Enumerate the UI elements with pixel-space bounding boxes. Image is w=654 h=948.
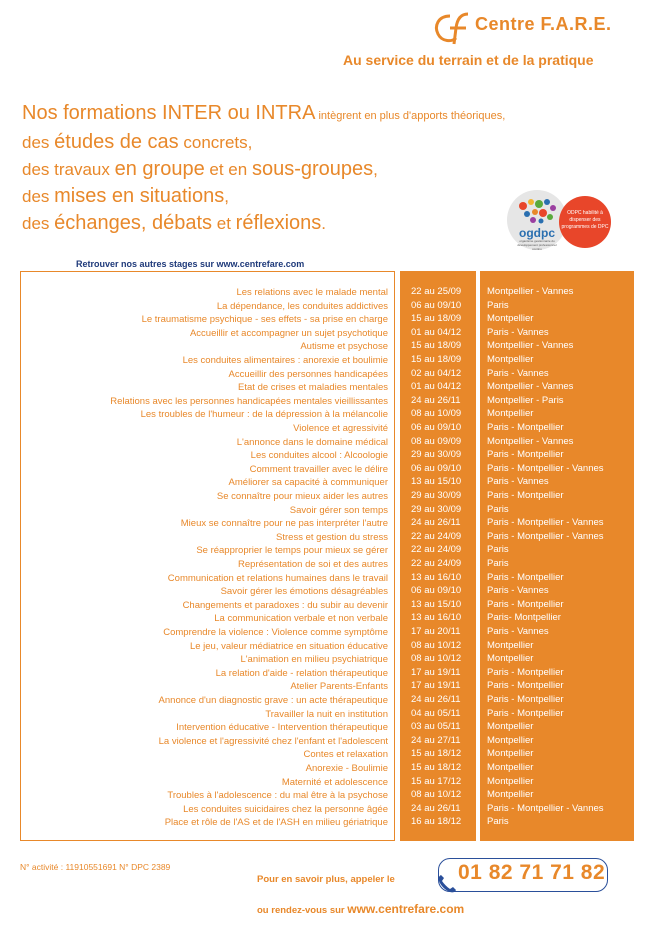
course-dates: 29 au 30/09 — [411, 490, 462, 501]
course-place: Montpellier — [487, 775, 534, 787]
course-title: Contes et relaxation — [303, 749, 388, 761]
course-dates: 08 au 09/09 — [411, 435, 462, 447]
phone-icon — [435, 872, 459, 896]
course-dates: 24 au 27/11 — [411, 734, 461, 746]
course-place: Paris - Vannes — [487, 585, 549, 597]
course-title: Se réapproprier le temps pour mieux se gérer — [196, 545, 388, 557]
course-title: Les relations avec le malade mental — [236, 287, 388, 298]
places-panel — [480, 271, 634, 841]
course-dates: 24 au 26/11 — [411, 802, 461, 814]
course-place: Paris - Vannes — [487, 626, 549, 637]
course-dates: 24 au 26/11 — [411, 394, 461, 406]
course-dates: 24 au 26/11 — [411, 694, 461, 705]
course-title: Les conduites alcool : Alcoologie — [250, 450, 388, 462]
ogdpc-name: ogdpc — [519, 226, 555, 240]
activity-number: N° activité : 11910551691 N° DPC 2389 — [20, 862, 171, 872]
course-title: Maternité et adolescence — [281, 776, 388, 788]
intro-l5-e: . — [321, 214, 327, 233]
intro-l5-b: échanges, débats — [54, 212, 213, 234]
course-title: Accueillir des personnes handicapées — [228, 368, 388, 380]
course-place: Paris - Montpellier — [487, 571, 564, 583]
intro-l1-small: intègrent en plus d'apports théoriques, — [315, 110, 506, 122]
tagline: Au service du terrain et de la pratique — [343, 52, 594, 68]
ogdpc-small-text: organisme gestionnaire du développement professionnel continu — [517, 239, 557, 251]
intro-l5-d: réflexions — [235, 212, 322, 234]
dates-panel — [400, 271, 476, 841]
course-title: Anorexie - Boulimie — [305, 763, 388, 774]
course-place: Paris — [487, 816, 509, 828]
course-place: Montpellier — [487, 313, 534, 325]
course-dates: 22 au 24/09 — [411, 544, 462, 556]
visit-prefix: ou rendez-vous sur — [257, 905, 348, 916]
intro-l4-b: mises en situations — [54, 185, 225, 207]
visit-website — [257, 902, 464, 916]
course-title: Le traumatisme psychique - ses effets - sa prise en charge — [141, 314, 388, 326]
course-place: Montpellier - Vannes — [487, 381, 574, 393]
course-place: Paris — [487, 544, 509, 556]
course-dates: 08 au 10/12 — [411, 639, 462, 651]
course-place: Montpellier - Paris — [487, 394, 564, 406]
course-dates: 13 au 15/10 — [411, 476, 462, 488]
course-title: La relation d'aide - relation thérapeutique — [215, 667, 388, 679]
course-dates: 08 au 10/12 — [411, 653, 462, 665]
course-place: Paris - Montpellier — [487, 707, 564, 719]
course-place: Montpellier — [487, 354, 534, 365]
course-title: L'annonce dans le domaine médical — [236, 436, 388, 448]
course-dates: 02 au 04/12 — [411, 367, 462, 379]
course-dates: 06 au 09/10 — [411, 299, 462, 311]
course-title: La communication verbale et non verbale — [214, 613, 388, 625]
course-dates: 15 au 18/09 — [411, 340, 462, 352]
ogdpc-dots-icon — [515, 196, 559, 226]
course-place: Paris - Montpellier - Vannes — [487, 517, 604, 529]
course-place: Paris - Vannes — [487, 476, 549, 488]
course-place: Paris - Vannes — [487, 367, 549, 379]
intro-l2-c: concrets, — [178, 133, 253, 152]
course-title: La violence et l'agressivité chez l'enfant et l'adolescent — [158, 735, 388, 747]
course-place: Paris — [487, 503, 509, 515]
website-note: Retrouver nos autres stages sur www.centrefare.com — [76, 259, 305, 269]
course-title: Violence et agressivité — [293, 423, 388, 434]
course-title: Se connaître pour mieux aider les autres — [216, 491, 388, 502]
course-dates: 03 au 05/11 — [411, 721, 461, 733]
course-dates: 29 au 30/09 — [411, 503, 462, 515]
course-title: Autisme et psychose — [300, 341, 388, 353]
course-title: Améliorer sa capacité à communiquer — [228, 477, 388, 489]
course-dates: 06 au 09/10 — [411, 422, 462, 433]
course-dates: 22 au 24/09 — [411, 530, 462, 542]
course-title: Relations avec les personnes handicapées mentales vieillissantes — [110, 395, 388, 407]
course-dates: 15 au 17/12 — [411, 775, 462, 787]
intro-l5-c: et — [212, 214, 236, 233]
course-title: Mieux se connaître pour ne pas interpréter l'autre — [180, 518, 388, 530]
course-place: Paris - Montpellier - Vannes — [487, 802, 604, 814]
course-place: Paris - Montpellier — [487, 490, 564, 501]
intro-l3-e: , — [373, 160, 378, 179]
course-place: Paris - Montpellier — [487, 598, 564, 610]
course-title: Représentation de soi et des autres — [238, 559, 388, 570]
course-title: Comment travailler avec le délire — [249, 463, 388, 475]
course-place: Montpellier — [487, 762, 534, 773]
course-title: Communication et relations humaines dans le travail — [167, 572, 388, 584]
course-title: Accueillir et accompagner un sujet psychotique — [189, 327, 388, 339]
course-place: Paris - Montpellier — [487, 666, 564, 678]
course-title: La dépendance, les conduites addictives — [216, 300, 388, 312]
course-place: Montpellier — [487, 789, 534, 801]
course-title: Etat de crises et maladies mentales — [238, 382, 388, 394]
course-dates: 22 au 24/09 — [411, 558, 462, 569]
course-place: Montpellier — [487, 639, 534, 651]
course-title: Place et rôle de l'AS et de l'ASH en milieu gériatrique — [164, 817, 388, 829]
course-place: Montpellier - Vannes — [487, 286, 574, 297]
course-dates: 13 au 15/10 — [411, 598, 462, 610]
course-title: Comprendre la violence : Violence comme symptôme — [163, 627, 388, 638]
course-title: Troubles à l'adolescence : du mal être à la psychose — [167, 790, 388, 802]
course-dates: 17 au 20/11 — [411, 626, 461, 637]
course-dates: 16 au 18/12 — [411, 816, 462, 828]
website-link[interactable]: www.centrefare.com — [347, 902, 465, 916]
course-title: Travailler la nuit en institution — [265, 708, 388, 720]
course-place: Paris- Montpellier — [487, 612, 561, 624]
course-place: Paris — [487, 558, 509, 569]
course-dates: 01 au 04/12 — [411, 381, 462, 393]
course-title: Intervention éducative - Intervention thérapeutique — [176, 722, 388, 734]
course-dates: 13 au 16/10 — [411, 571, 462, 583]
course-place: Montpellier — [487, 721, 534, 733]
course-dates: 15 au 18/09 — [411, 313, 462, 325]
course-dates: 29 au 30/09 — [411, 449, 462, 461]
intro-l3-a: des travaux — [22, 160, 115, 179]
course-dates: 15 au 18/09 — [411, 354, 462, 365]
course-dates: 13 au 16/10 — [411, 612, 462, 624]
course-title: Les conduites alimentaires : anorexie et boulimie — [182, 355, 388, 366]
course-dates: 17 au 19/11 — [411, 680, 461, 692]
course-dates: 01 au 04/12 — [411, 326, 462, 338]
course-place: Paris - Vannes — [487, 326, 549, 338]
intro-l5-a: des — [22, 214, 55, 233]
course-list-panel — [20, 271, 395, 841]
course-title: Les conduites suicidaires chez la personne âgée — [183, 803, 388, 815]
intro-l3-c: et en — [204, 160, 252, 179]
course-place: Montpellier - Vannes — [487, 340, 574, 352]
course-title: Changements et paradoxes : du subir au devenir — [182, 599, 388, 611]
intro-l3-d: sous-groupes — [251, 158, 374, 180]
course-place: Paris - Montpellier - Vannes — [487, 462, 604, 474]
course-dates: 04 au 05/11 — [411, 707, 461, 719]
course-place: Paris - Montpellier — [487, 680, 564, 692]
dpc-badge: ODPC habilité à dispenser des programmes de DPC — [559, 196, 611, 248]
course-place: Paris - Montpellier — [487, 694, 564, 705]
intro-l2-b: études de cas — [54, 131, 179, 153]
intro-l4-a: des — [22, 187, 55, 206]
course-title: Stress et gestion du stress — [276, 531, 388, 543]
course-place: Montpellier - Vannes — [487, 435, 574, 447]
course-dates: 06 au 09/10 — [411, 462, 462, 474]
course-dates: 08 au 10/12 — [411, 789, 462, 801]
course-title: Le jeu, valeur médiatrice en situation éducative — [189, 640, 388, 652]
course-title: Atelier Parents-Enfants — [290, 681, 388, 693]
course-place: Montpellier — [487, 408, 534, 420]
phone-number[interactable]: 01 82 71 71 82 — [458, 861, 606, 884]
course-title: Annonce d'un diagnostic grave : un acte thérapeutique — [158, 695, 388, 706]
course-place: Montpellier — [487, 734, 534, 746]
intro-l4-c: , — [224, 187, 229, 206]
intro-l1-big: Nos formations INTER ou INTRA — [22, 102, 316, 124]
course-dates: 17 au 19/11 — [411, 666, 461, 678]
course-place: Paris - Montpellier - Vannes — [487, 530, 604, 542]
course-title: Les troubles de l'humeur : de la dépression à la mélancolie — [140, 409, 388, 421]
course-place: Paris - Montpellier — [487, 449, 564, 461]
intro-l3-b: en groupe — [114, 158, 205, 180]
course-place: Paris — [487, 299, 509, 311]
course-title: L'animation en milieu psychiatrique — [240, 654, 388, 666]
course-dates: 06 au 09/10 — [411, 585, 462, 597]
centre-fare-logo-icon — [430, 12, 472, 46]
course-place: Montpellier — [487, 748, 534, 760]
course-dates: 22 au 25/09 — [411, 286, 462, 297]
course-dates: 15 au 18/12 — [411, 762, 462, 773]
call-prompt: Pour en savoir plus, appeler le — [257, 874, 395, 885]
brand-name: Centre F.A.R.E. — [475, 14, 612, 34]
intro-l2-a: des — [22, 133, 55, 152]
ogdpc-logo — [507, 190, 567, 250]
course-title: Savoir gérer les émotions désagréables — [220, 586, 388, 598]
course-place: Paris - Montpellier — [487, 422, 564, 433]
course-dates: 15 au 18/12 — [411, 748, 462, 760]
course-dates: 24 au 26/11 — [411, 517, 461, 529]
course-title: Savoir gérer son temps — [289, 504, 388, 516]
course-dates: 08 au 10/09 — [411, 408, 462, 420]
course-place: Montpellier — [487, 653, 534, 665]
